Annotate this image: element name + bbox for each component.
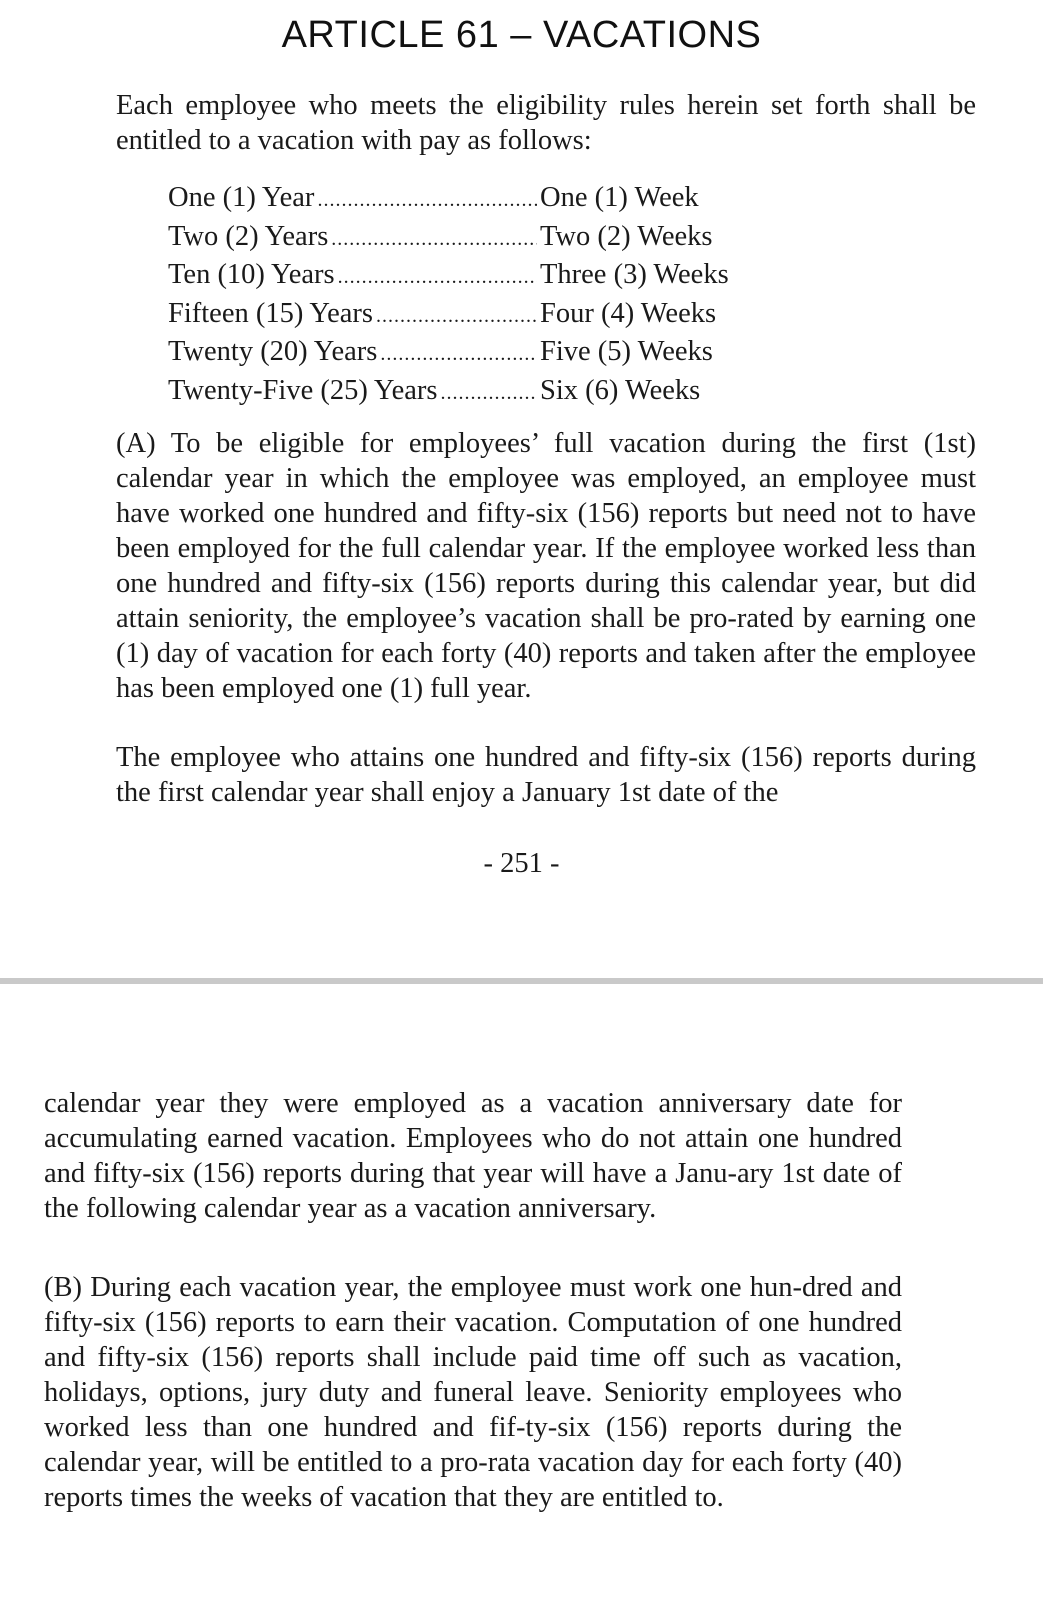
vacation-length: Five (5) Weeks bbox=[540, 336, 713, 367]
schedule-row bbox=[168, 257, 788, 296]
page-252 bbox=[0, 990, 1043, 1600]
service-length: Ten (10) Years bbox=[168, 259, 335, 290]
dot-leader bbox=[380, 337, 537, 373]
schedule-row bbox=[168, 219, 788, 258]
page-number: - 251 - bbox=[483, 848, 560, 879]
schedule-row bbox=[168, 334, 788, 373]
service-length: One (1) Year bbox=[168, 182, 315, 213]
vacation-length: One (1) Week bbox=[540, 182, 699, 213]
section-b-paragraph: (B) During each vacation year, the employee must work one hun-dred and fifty-six (156) reports to earn their vacation. Computation of one hundred and fifty-six (156) reports shall include paid time off such as vacation, holidays, options, jury duty and funeral leave. Seniority employees who worked less than one hundred and fif-ty-six (156) reports during the calendar year, will be entitled to a pro-rata vacation day for each forty (40) reports times the weeks of vacation that they are entitled to. bbox=[44, 1272, 902, 1513]
dot-leader bbox=[331, 222, 537, 258]
schedule-row bbox=[168, 180, 788, 219]
dot-leader bbox=[441, 376, 537, 412]
schedule-row bbox=[168, 296, 788, 335]
article-title: ARTICLE 61 – VACATIONS bbox=[281, 14, 762, 56]
dot-leader bbox=[317, 183, 537, 219]
vacation-length: Two (2) Weeks bbox=[540, 220, 713, 252]
vacation-schedule bbox=[168, 180, 788, 411]
service-length: Two (2) Years bbox=[168, 220, 329, 252]
schedule-row bbox=[168, 373, 788, 412]
service-length: Fifteen (15) Years bbox=[168, 297, 374, 329]
continuation-paragraph: calendar year they were employed as a vacation anniversary date for accumulating earned vacation. Employees who do not attain one hundred and fifty-six (156) reports during that year will have a Janu-ary 1st date of the following calendar year as a vacation anniversary. bbox=[44, 1088, 902, 1224]
vacation-length: Four (4) Weeks bbox=[540, 297, 717, 329]
vacation-length: Six (6) Weeks bbox=[540, 374, 701, 406]
vacation-length: Three (3) Weeks bbox=[540, 259, 729, 290]
page-divider bbox=[0, 978, 1043, 984]
dot-leader bbox=[376, 299, 537, 335]
employee-paragraph: The employee who attains one hundred and fifty-six (156) reports during the first calendar year shall enjoy a January 1st date of the bbox=[116, 742, 976, 808]
service-length: Twenty-Five (25) Years bbox=[168, 374, 438, 406]
service-length: Twenty (20) Years bbox=[168, 336, 378, 367]
intro-paragraph: Each employee who meets the eligibility rules herein set forth shall be entitled to a vacation with pay as follows: bbox=[116, 90, 976, 156]
dot-leader bbox=[338, 260, 537, 296]
section-a-paragraph: (A) To be eligible for employees’ full vacation during the first (1st) calendar year in which the employee was employed, an employee must have worked one hundred and fifty-six (156) reports but need not to have been employed for the full calendar year. If the employee worked less than one hundred and fifty-six (156) reports during this calendar year, but did attain seniority, the employee’s vacation shall be pro-rated by earning one (1) day of vacation for each forty (40) reports and taken after the employee has been employed one (1) full year. bbox=[116, 428, 976, 704]
